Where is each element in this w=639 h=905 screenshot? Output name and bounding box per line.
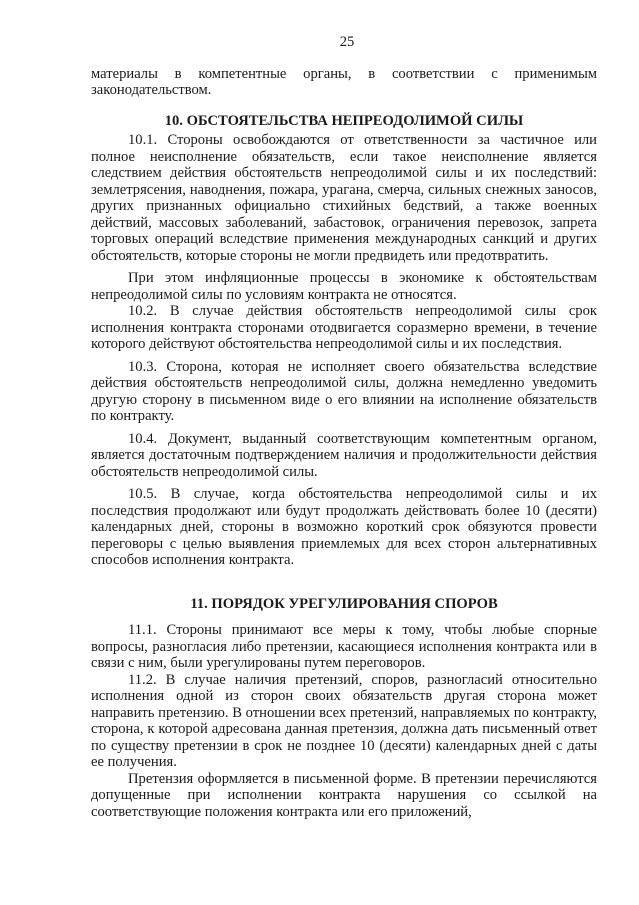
paragraph-11-2: 11.2. В случае наличия претензий, споров, разногласий относительно исполнения одной из сторон своих обязательств другая сторона может направить претензию. В отношении всех претензий, направляемых по контракту, сторона, к которой адресована данная претензия, должна дать письменный ответ по существу претензии в срок не позднее 10 (десяти) календарных дней с даты ее получения. bbox=[91, 671, 597, 770]
paragraph-10-2: 10.2. В случае действия обстоятельств непреодолимой силы срок исполнения контракта сторонами отодвигается соразмерно времени, в течение которого действуют обстоятельства непреодолимой силы и их последствия. bbox=[91, 303, 597, 352]
section-10-heading: 10. ОБСТОЯТЕЛЬСТВА НЕПРЕОДОЛИМОЙ СИЛЫ bbox=[164, 112, 524, 129]
page-number: 25 bbox=[339, 34, 355, 50]
paragraph-10-3: 10.3. Сторона, которая не исполняет своего обязательства вследствие действия обстоятельств непреодолимой силы, должна немедленно уведомить другую сторону в письменном виде о его влиянии на исполнение обязательств по контракту. bbox=[91, 358, 597, 424]
continuation-paragraph: материалы в компетентные органы, в соответствии с применимым законодательством. bbox=[91, 65, 597, 98]
section-11-heading: 11. ПОРЯДОК УРЕГУЛИРОВАНИЯ СПОРОВ bbox=[190, 595, 498, 612]
paragraph-11-claim: Претензия оформляется в письменной форме. В претензии перечисляются допущенные при исполнении контракта нарушения со ссылкой на соответствующие положения контракта или его приложений, bbox=[91, 770, 597, 820]
paragraph-10-inflation: При этом инфляционные процессы в экономике к обстоятельствам непреодолимой силы по условиям контракта не относятся. bbox=[91, 270, 597, 303]
paragraph-11-1: 11.1. Стороны принимают все меры к тому, чтобы любые спорные вопросы, разногласия либо претензии, касающиеся исполнения контракта или в связи с ним, были урегулированы путем переговоров. bbox=[91, 622, 597, 671]
paragraph-10-1: 10.1. Стороны освобождаются от ответственности за частичное или полное неисполнение обязательств, если такое неисполнение является следствием действия обстоятельств непреодолимой силы и их последствий: землетрясения, наводнения, пожара, урагана, смерча, сильных снежных заносов, других признанных официально стихийных бедствий, а также военных действий, массовых заболеваний, забастовок, ограничения перевозок, запрета торговых операций вследствие применения международных санкций и других обстоятельств, которые стороны не могли предвидеть или предотвратить. bbox=[91, 132, 597, 264]
paragraph-10-5: 10.5. В случае, когда обстоятельства непреодолимой силы и их последствия продолжают или будут продолжать действовать более 10 (десяти) календарных дней, стороны в возможно короткий срок обязуются провести переговоры с целью выявления приемлемых для всех сторон альтернативных способов исполнения контракта. bbox=[91, 486, 597, 568]
paragraph-10-4: 10.4. Документ, выданный соответствующим компетентным органом, является достаточным подтверждением наличия и продолжительности действия обстоятельств непреодолимой силы. bbox=[91, 430, 597, 480]
